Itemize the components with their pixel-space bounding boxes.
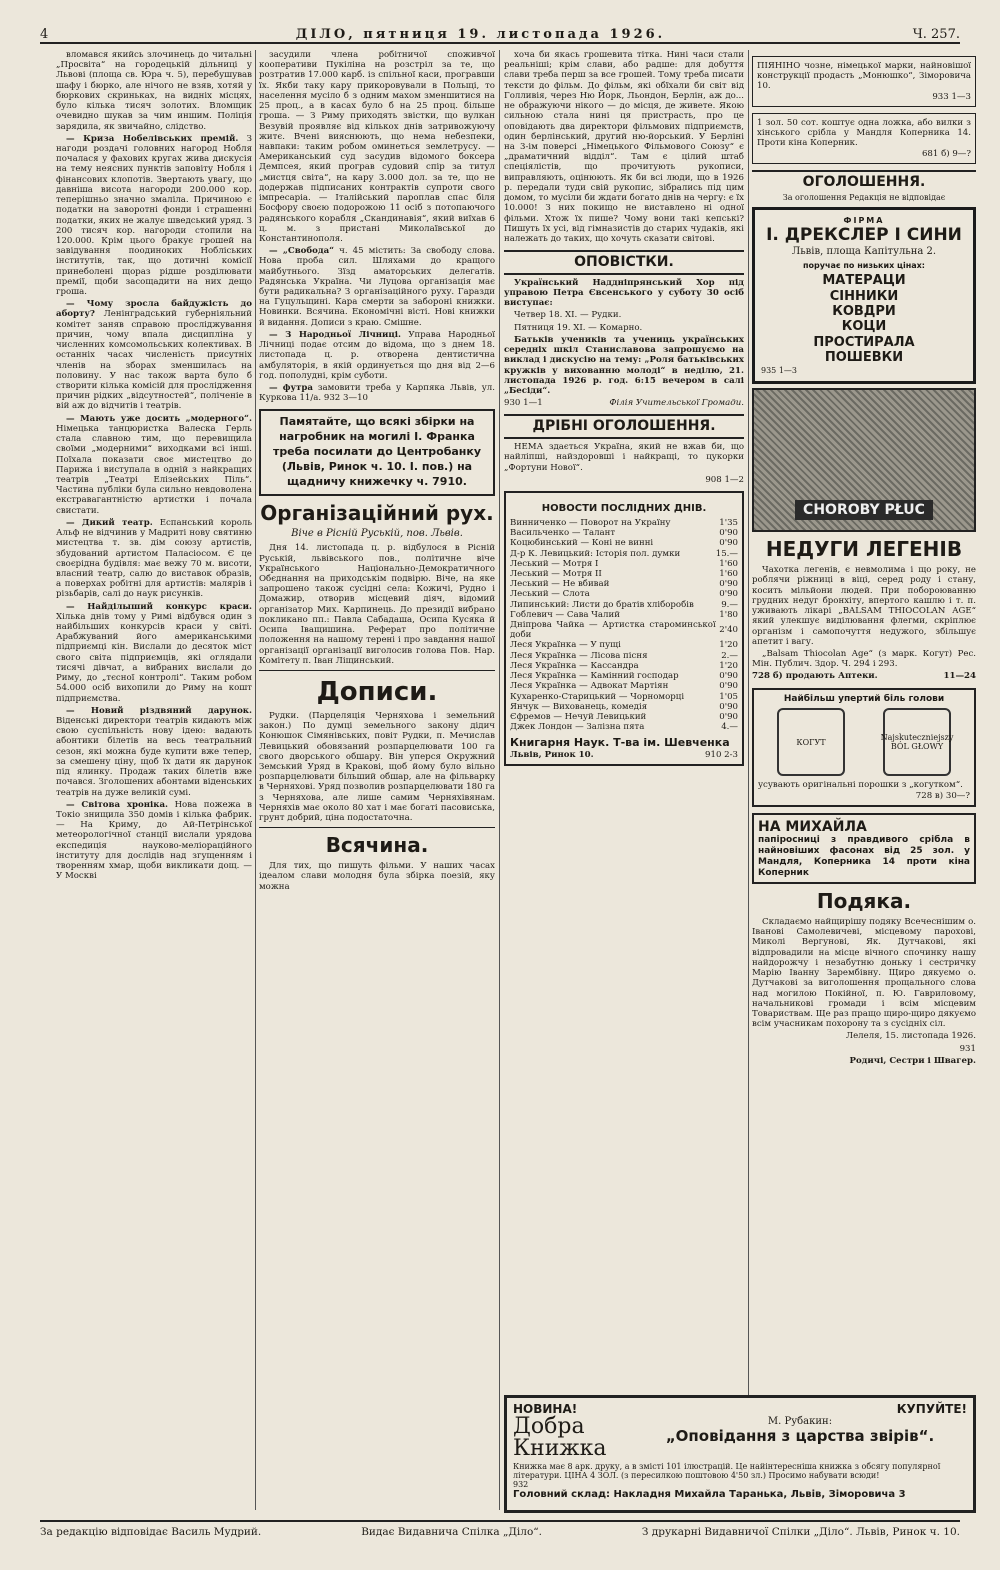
ad-book-title-block bbox=[633, 1416, 967, 1445]
book-title: Леся Українка — У пущі bbox=[510, 640, 621, 651]
book-price: 1'35 bbox=[719, 517, 738, 528]
notice-text: Управа Народньої Лічниці подає отсим до відома, що з днем 18. листопада ц. р. отворена дентистична амбуляторія, в якій ординується що дня від 2—6 год. пополудні, крім суботи. bbox=[259, 329, 495, 381]
article-text: Еспанський король Альф не відчинив у Мадриті нову святиню мистецтва т. зв. дім союзу артистів, збудований артистом Палаcіосом. Є це своєрідна будівля: має вежу 70 м. висоти, власний театр, салю до виставок образів, а поверхах робітні для артистів: малярів і різьбарів, салі до наук рисунків. bbox=[56, 517, 252, 600]
ad-code: 932 3—10 bbox=[323, 393, 369, 404]
section-title: ОГОЛОШЕННЯ. bbox=[752, 170, 976, 191]
signature: Родичі, Сестри і Швагер. bbox=[849, 1055, 976, 1066]
book-price: 0'90 bbox=[719, 671, 738, 682]
ad-firm-name: І. ДРЕКСЛЕР І СИНИ bbox=[766, 225, 962, 246]
book-list-row bbox=[510, 579, 738, 589]
article-chronicle bbox=[56, 800, 252, 882]
column-4 bbox=[752, 50, 976, 1510]
article-heading: — Світова хроніка. bbox=[66, 799, 169, 810]
notice bbox=[259, 246, 495, 328]
ad-text: Чахотка легенів, є невмолима і що року, не роблячи ріжниці в віці, серед роду і стану, косить мільйони людей. При побороюванню грудних недуг бронхіту, впертого кашлю і т. п. уживають лікарі „BALSAM THIOCOLAN AGE“ який улекшує видiлювання флегми, скріплює організм і самопочуття недужого, збільшує апетит і вагу. bbox=[752, 565, 976, 647]
logo-text: Najskuteczniejszy BÓL GŁOWY bbox=[880, 732, 954, 752]
issue-number: Ч. 257. bbox=[912, 27, 960, 42]
book-price: 0'90 bbox=[719, 712, 738, 723]
ad-text: Книжка має 8 арк. друку, а в змісті 101 ілюстрацій. Це найінтересніша книжка з обсягу популярної літератури. ЦІНА 4 ЗОЛ. (з пересилкою поштовою 4'50 зл.) Просимо набувати всюди! bbox=[513, 1462, 941, 1480]
article-text: Німецька танцюристка Валеска Герль стала славною тим, що перевищила своїми „модерними“ виходками всі інші. Поїхала показати своє мистецтво до Парижа і виступала в одній з найкращих театрів „Театрі Елізейських Піль“. Частина публіки була сильно невдоволена екстравагантністю артистки і почала свистати. bbox=[56, 423, 252, 516]
ad-code: 930 1—1 bbox=[504, 398, 543, 409]
book-list-row bbox=[510, 651, 738, 661]
cigarette-case-ad bbox=[752, 813, 976, 884]
column-rule bbox=[255, 50, 256, 1510]
ad-logos bbox=[758, 708, 970, 776]
notice-text: замовити треба у Карпяка Львів, ул. Куркова 11/а. bbox=[259, 383, 495, 404]
article-text: Для тих, що пишуть фільми. У наших часах ідеалом слави молодня була збірка поезій, яку можна bbox=[259, 861, 495, 892]
book-price: 0'90 bbox=[719, 528, 738, 539]
ad-good-item: СІННИКИ bbox=[829, 288, 899, 304]
ad-warehouse: Головний склад: Накладня Михайла Таранька, Львів, Зіморовича 3 bbox=[513, 1489, 906, 1500]
divider bbox=[259, 827, 495, 828]
book-title: Янчук — Вихованець, комедія bbox=[510, 701, 648, 712]
notice bbox=[259, 383, 495, 403]
ad-code: 908 1—2 bbox=[705, 474, 744, 485]
book-list-row bbox=[510, 681, 738, 691]
book-list-row bbox=[510, 600, 738, 610]
book-price: 0'90 bbox=[719, 579, 738, 590]
franko-appeal-box: Памятайте, що всякі збірки на нагробник на могилі І. Франка треба посилати до Центробанку (Львів, Ринок ч. 10. І. пов.) на щадничу книжечку ч. 7910. bbox=[259, 409, 495, 495]
book-price: 1'20 bbox=[719, 640, 738, 651]
ad-address: Львів, площа Капітульна 2. bbox=[791, 245, 937, 257]
ad-text: папіросниці з правдивого срібла в найновіших фасонах від 25 зол. у Мандля, Коперника 14 проти кіна Коперник bbox=[758, 835, 970, 878]
bookshop-address: Львів, Ринок 10. bbox=[510, 749, 594, 760]
ad-title: НЕДУГИ ЛЕГЕНІВ bbox=[765, 537, 963, 562]
article-text: Віденські директори театрів кидають між свою суспільність нову ідею: вадають абонтики білетів на весь театральний сезон, які можна буде купити вже тепер, за смешену ціну, щоб їх дати як дарунок під ялинку. Продаж таких білетів вже почався. Зголошених абонтами віденських театрів на дуже великій сумі. bbox=[56, 716, 252, 798]
ad-text: 728 б) продають Аптеки. bbox=[752, 671, 878, 682]
headache-ad bbox=[752, 688, 976, 807]
book-price: 1'20 bbox=[719, 660, 738, 671]
article-chronicle bbox=[56, 134, 252, 298]
article-heading: — Дикий театр. bbox=[66, 517, 153, 528]
signature-date: Лелеля, 15. листопада 1926. bbox=[845, 1031, 976, 1042]
book-title: Дніпрова Чайка — Артистка староминської доби bbox=[510, 620, 716, 641]
article-text: Хілька днів тому у Римі відбувся один з найбільших конкурсів краси у світі. Арабжуваний його американськими підприємці кін. Вислали до десяток міст свого світа пiдприємців, які оглядали тисячі дівчат, а вибраних вислали до Риму, до „тєсної контролі“. Таким робом 54.000 осіб вихопили до Риму на кошт підприємства. bbox=[56, 611, 252, 704]
section-title: Подяка. bbox=[816, 889, 912, 914]
ad-text: „Balsam Thiocolan Age“ (з марк. Когут) Рес. Мін. Публич. Здор. Ч. 294 і 293. bbox=[752, 648, 976, 670]
ad-footer bbox=[752, 671, 976, 681]
book-price: 2'40 bbox=[719, 625, 738, 636]
ad-code: 910 2-3 bbox=[705, 749, 738, 760]
book-list-row bbox=[510, 722, 738, 732]
classified-spoons bbox=[752, 113, 976, 164]
book-list-row bbox=[510, 518, 738, 528]
ad-brand: Добра Книжка bbox=[513, 1414, 607, 1461]
book-title: Леський — Слота bbox=[510, 589, 590, 600]
ad-good-item: ПРОСТИРАЛА bbox=[813, 334, 915, 350]
book-list-row bbox=[510, 620, 738, 640]
book-title: Д-р К. Левицький: Історія пол. думки bbox=[510, 548, 681, 559]
notice-heading: — З Народньої Лічниці. bbox=[269, 329, 402, 340]
box-title: НОВОСТИ ПОСЛІДНИХ ДНІВ. bbox=[541, 502, 707, 514]
article-text: Нова пожежа в Токіо знищила 350 домів і кілька фабрик. — На Криму, до Ай-Петрінської метеорологічної станції вислали урядова експедиція науково-меліораційного інституту для дослідів над згущенням і творенням хмар, щоби викликати дощ. — У Москві bbox=[56, 799, 252, 882]
book-price: 2.— bbox=[721, 650, 738, 661]
book-title: Липинський: Листи до братів хліборобів bbox=[510, 599, 694, 610]
book-price: 9.— bbox=[721, 599, 738, 610]
book-price: 15.— bbox=[715, 548, 738, 559]
ad-goods-list bbox=[761, 273, 967, 366]
article-text: вломався якийсь злочинець до читальні „Просвіта“ на городецькій дільниці у Львові (площа св. Юра ч. 5), перебушував шафу і бюрко, але нічого не взяв, хотяй у бюркових скриньках, на видніх місцях, було кілька тисяч золотих. Вломщик очевидно шукав за чим иншим. Поліція зарядила, як звичайно, слідство. bbox=[56, 50, 252, 132]
section-subtitle: Віче в Рісній Руській, пов. Львів. bbox=[291, 528, 463, 540]
book-title: Леся Українка — Кассандра bbox=[510, 660, 639, 671]
notice-text: Пятниця 19. XI. — Комарно. bbox=[514, 322, 643, 333]
page-footer bbox=[40, 1520, 960, 1538]
ad-title: Найбільш упертий біль голови bbox=[783, 693, 945, 704]
book-price: 0'90 bbox=[719, 681, 738, 692]
book-list-row bbox=[510, 692, 738, 702]
page-header bbox=[40, 20, 960, 44]
article-heading: — Чому зросла байдужість до аборту? bbox=[56, 299, 252, 320]
article-chronicle bbox=[56, 706, 252, 798]
book-author: М. Рубакин: bbox=[767, 1416, 833, 1427]
book-list-row bbox=[510, 589, 738, 599]
book-price: 0'90 bbox=[719, 589, 738, 600]
notice-text: ч. 45 містить: За свободу слова. Нова проба сил. Шляхами до кращого майбутнього. Зїзд аматорських делегатів. Радянська Україна. Чи Луцова організація має бути радикальна? З організаційного руху. Гаразди на Гуцульщині. Кара смерти за забороні книжки. Новинки. Всячина. Економічні вісті. Нові книжки й видання. Дописи з краю. Смішне. bbox=[259, 246, 495, 328]
ad-label: НОВИНА! bbox=[513, 1402, 578, 1416]
article-text: Складаємо найщирішу подяку Всечеснішим о. Іванові Самолевичеві, місцевому парохові, Миколі Вергунові, Як. Дутчакові, які відпровадили на місце вічного спочинку нашу найдорожчу і незабутню доньку і сестричку Марію Іванну Зарембівну. Щиро дякуємо о. Дутчакові за виголошення прощального слова над могилою Покійної, п. Ю. Гавриловому, начальникові громади і всім місцевим Товариствам. Ще раз пращо щиро-щиро дякуємо всім учасникам похорону та з сусідніх сіл. bbox=[752, 917, 976, 1030]
book-title: Леся Українка — Лісова пісня bbox=[510, 650, 648, 661]
section-title: Всячина. bbox=[325, 833, 429, 858]
article-chronicle bbox=[56, 602, 252, 704]
ad-tagline: поручає по низьких цінах: bbox=[803, 260, 925, 270]
book-title: Єфремов — Нечуй Левицький bbox=[510, 712, 647, 723]
new-books-box bbox=[504, 491, 744, 766]
article-text: засудили члена робітничої споживчої кооперативи Пукіліна на розстріл за те, що розтратив 17.000 карб. із спільної каси, програвши їх. Якби таку кару прикоровували в Польщі, то населення мусіло б з одним махом зменшитися на 25 проц., а в касах було б на 25 проц. більше гроша. — З Риму приходять звістки, що вулкан Везувій проявляє від кількох днів затривожуючу житє. Вчені вияснюють, що нема небезпеки, навпаки: таким робом оминеться землетрусу. — Американський суд засудив відомого боксера Демпсея, який програв судовий спір за титул „мистця світа“, на кару 3.000 дол. за те, що не додержав підписаних контрактів супроти свого імпресаріа. — Італійський пароплав спас біля Босфору своєю подорожою 11 осіб з потопаючого радянського корабля „Скандинавія“, який виїхав 6 ц. м. з пристані Миколаївської до Константинополя. bbox=[259, 50, 495, 244]
book-price: 1'60 bbox=[719, 568, 738, 579]
ad-good-item: КОЦИ bbox=[841, 319, 887, 335]
book-list-row bbox=[510, 538, 738, 548]
ad-code: 933 1—3 bbox=[932, 91, 971, 102]
notice-text: Батьків учеників та учениць українських середніх шкіл Станиславова запрошуємо на виклад і дискусію на тему: „Роля батьківських кружків у вихованню молоді“ в неділю, 21. листопада 1926 р. год. 6:15 вечером в салі „Бесіди“. bbox=[504, 334, 744, 396]
book-title: Леський — Мотря ІІ bbox=[510, 568, 602, 579]
lung-disease-illustration bbox=[752, 388, 976, 532]
divider bbox=[259, 670, 495, 671]
book-list-row bbox=[510, 559, 738, 569]
masthead: ДІЛО, пятниця 19. листопада 1926. bbox=[295, 27, 666, 42]
column-1 bbox=[56, 50, 252, 1510]
book-title: Винниченко — Поворот на Україну bbox=[510, 517, 671, 528]
book-list-row bbox=[510, 702, 738, 712]
ad-code: 11—24 bbox=[943, 671, 976, 682]
footer-editor: За редакцію відповідає Василь Мудрий. bbox=[40, 1526, 262, 1538]
logo-text: КОГУТ bbox=[796, 737, 826, 747]
section-subtitle: За оголошення Редакція не відповідає bbox=[782, 193, 946, 203]
book-price: 1'05 bbox=[719, 691, 738, 702]
notice-signature bbox=[504, 398, 744, 408]
book-title: Васильченко — Талант bbox=[510, 528, 616, 539]
page-number: 4 bbox=[40, 27, 49, 42]
book-title: Гоблевич — Сава Чалий bbox=[510, 609, 620, 620]
book-price: 1'80 bbox=[719, 609, 738, 620]
section-title: Дописи. bbox=[316, 676, 438, 707]
ad-good-item: КОВДРИ bbox=[832, 304, 896, 319]
dreksler-ad bbox=[752, 207, 976, 384]
book-title: Джек Лондон — Залізна пята bbox=[510, 722, 645, 733]
ad-good-item: ПОШЕВКИ bbox=[824, 350, 904, 366]
book-list-row bbox=[510, 671, 738, 681]
article-chronicle bbox=[56, 299, 252, 411]
rubakin-book-ad bbox=[504, 1395, 976, 1513]
book-price: 1'60 bbox=[719, 558, 738, 569]
book-title: Леський — Мотря І bbox=[510, 558, 599, 569]
book-title: Леся Українка — Адвокат Мартіян bbox=[510, 681, 669, 692]
footer-printer: З друкарні Видавничої Спілки „Діло“. Львів, Ринок ч. 10. bbox=[641, 1526, 960, 1538]
book-title: „Оповідання з царства звірів“. bbox=[665, 1427, 935, 1445]
notice bbox=[259, 330, 495, 381]
headache-logo-icon bbox=[880, 708, 954, 776]
section-title: ДРІБНІ ОГОЛОШЕННЯ. bbox=[504, 414, 744, 439]
column-rule bbox=[499, 50, 500, 1510]
classified-text: ПІЯНІНО чозне, німецької марки, найновішої конструкції продасть „Монюшко“, Зіморовича 10. bbox=[757, 61, 971, 92]
article-heading: — Новий різдвяний дарунок. bbox=[66, 705, 252, 716]
article-heading: — Найділыший конкурс краси. bbox=[66, 601, 252, 612]
book-title: Леся Українка — Камінний господар bbox=[510, 671, 679, 682]
ad-code: 728 в) 30—? bbox=[915, 790, 970, 801]
book-list-row bbox=[510, 712, 738, 722]
bookshop-name: Книгарня Наук. Т-ва ім. Шевченка bbox=[510, 736, 730, 750]
ad-code: 931 bbox=[959, 1043, 976, 1054]
book-title: Леський — Не вбивай bbox=[510, 579, 610, 590]
section-title: ОПОВІСТКИ. bbox=[504, 250, 744, 275]
article-text: Ленінградський губерніяльний комітет заняв справою проcліджування причин, чому впала дисципліна у численних комсомольських колективах. В останніх часах численість присутніх членів на зборах зменшилась на половину. У нас також варта було б створити кілька комісій для проcлідження причин рідких „відсутностей“, поліченіе в вій аж до відчитів і театрів. bbox=[56, 309, 252, 412]
book-list-row bbox=[510, 528, 738, 538]
article-heading: — Криза Нобелівських премій. bbox=[66, 133, 239, 144]
article-text: З нагоди роздачі головних нагород Нобля почалася у фахових кругах жива дискусія на тему неясних пунктів заповіту Нобля і фінансових клопотів. Звертають увагу, що давніша висота нагороди 200.000 кор. теперішньо значно змаліла. Причиною є податки на заворотні фонди і страшенні податки, яких не жалує шведський уряд. З 200 тисяч кор. нагороди стопили на 120.000. Крім цього бракує грошей на завідування поодиноких Нобліських інститутів, так, що дотичні комісії принеболені щораз рідше роздiлювати премії, щоби засощадити на них дещо гроша. bbox=[56, 133, 252, 298]
article-text: хоча би якась грошевита тітка. Нині часи стали реальнішi; крім слави, або радше: для добуття слави треба перш за все грошей. Тому треба писати тексти до фільм. До фільм, які обїхали би світ від Голливія, через Ню Йорк, Льондон, Берлін, аж до... не ображуючи нікого — до місця, де живете. Якою сильною стала нині ця пристрасть, про це оповідають два директори фільмових підприємств, один берлінський, другий ню-йорський. У Берліні на 3-ім поверсі „Німецького Фільмового Союзу“ є „драматичний відділ“. Там є цілий штаб спеціялістів, що прочитують рукописи, виправляють, оцінюють. Як би всі люди, що в 1926 р. передали туди свій рукопис, зібрались під цим домом, то мусіли би ждати богато днів на чергу: є їх 10.000! З них покищо не виставлено ні одної фільми. Хтож їх пише? Чому вони такі кепські? Пишуть їх усі, від гімназистів до старих чудаків, які належать до таких, що хочуть сказати світові. bbox=[504, 50, 744, 244]
notice-text: Четвер 18. XI. — Рудки. bbox=[514, 310, 622, 321]
classified-piano bbox=[752, 56, 976, 107]
book-price: 4.— bbox=[721, 722, 738, 733]
ad-text: усувають оригінальні порошки з „когутком“. bbox=[758, 780, 963, 791]
book-list-row bbox=[510, 661, 738, 671]
notice-text: Український Наддніпрянський Хор під управою Петра Євсенського у суботу 30 осіб виступає: bbox=[504, 277, 744, 309]
book-list-row bbox=[510, 640, 738, 650]
bookshop-address-row bbox=[510, 750, 738, 760]
ad-good-item: МАТЕРАЦИ bbox=[822, 273, 906, 289]
notice-heading: — футра bbox=[269, 383, 313, 393]
column-rule bbox=[748, 50, 749, 1510]
footer-publisher: Видає Видавнича Спілка „Діло“. bbox=[361, 1526, 542, 1538]
article-chronicle bbox=[56, 518, 252, 600]
ad-pre: ФІРМА bbox=[843, 215, 885, 225]
book-price: 0'90 bbox=[719, 538, 738, 549]
classified-text: 1 зол. 50 сот. коштує одна ложка, або вилки з хінського срібла у Мандля Коперника 14. Проти кіна Коперник. bbox=[757, 117, 971, 149]
book-price: 0'90 bbox=[719, 701, 738, 712]
ad-code: 935 1—3 bbox=[761, 365, 797, 375]
book-title: Кухаренко-Старицький — Чорноморці bbox=[510, 691, 685, 702]
book-list-row bbox=[510, 610, 738, 620]
rooster-logo-icon bbox=[777, 708, 845, 776]
article-chronicle bbox=[56, 414, 252, 516]
illustration-label: CHOROBY PŁUC bbox=[795, 500, 933, 521]
column-3 bbox=[504, 50, 744, 1510]
section-title: Організаційний рух. bbox=[260, 500, 494, 525]
column-2 bbox=[259, 50, 495, 1510]
notice-heading: — „Свобода“ bbox=[269, 246, 335, 257]
book-list-row bbox=[510, 569, 738, 579]
ad-code: 932 bbox=[513, 1480, 529, 1489]
article-heading: — Мають уже досить „модерного“. bbox=[66, 413, 252, 424]
ad-code: 681 б) 9—? bbox=[921, 148, 971, 159]
classified-text: НЕМА здається Україна, який не вжав би, що найліпші, найздоровші і найкращі, то цукорки „Фортуни Нової“. bbox=[504, 442, 744, 473]
article-text: Дня 14. листопада ц. р. відбулося в Рісній Руській, львівського пов., політичне віче Українського Національно-Демократичного Обєднання на приходськім подвірю. Віче, на яке запрошено також сусідні села: Кожичі, Рудно і Домажир, отворив місцевий діяч, відомий організатор Мих. Карпинець. До президії вибрано покликано пп.: Павла Сабадаша, Осипа Кусяка й Осипа Іващишина. Реферат про політичне положення на нашому терені і про завдання нашої організації організації виголосив голова Пов. Нар. Комітету п. Іван Ліщинський. bbox=[259, 543, 495, 666]
book-list bbox=[510, 518, 738, 733]
ad-title: НА МИХАЙЛА bbox=[758, 818, 867, 835]
signature: Філія Учительської Громади. bbox=[609, 398, 744, 409]
article-text: Рудки. (Парцеляція Черняхова і земельний закон.) По думці земельного закону дідич Конюшок Сімянівських, повіт Рудки, п. Мечислав Левицький обовязаний розпарцелювати 100 га свого дворського обшару. Він уперся Окружний Земський Уряд в Кракові, щоб йому було вільно розпарцелювати більший обшар, але на фільварку в Черняхові. Уряд позволив розпарцелювати 180 га з Черняхова, але лише самим Черняхівянам. Черняхів має около 80 хат і має богаті пасовиська, грунт добрий, ціна подостаточна. bbox=[259, 710, 495, 824]
ad-main-row bbox=[513, 1416, 967, 1460]
ad-label: КУПУЙТЕ! bbox=[896, 1402, 967, 1416]
book-title: Коцюбинський — Коні не винні bbox=[510, 538, 654, 549]
book-list-row bbox=[510, 549, 738, 559]
